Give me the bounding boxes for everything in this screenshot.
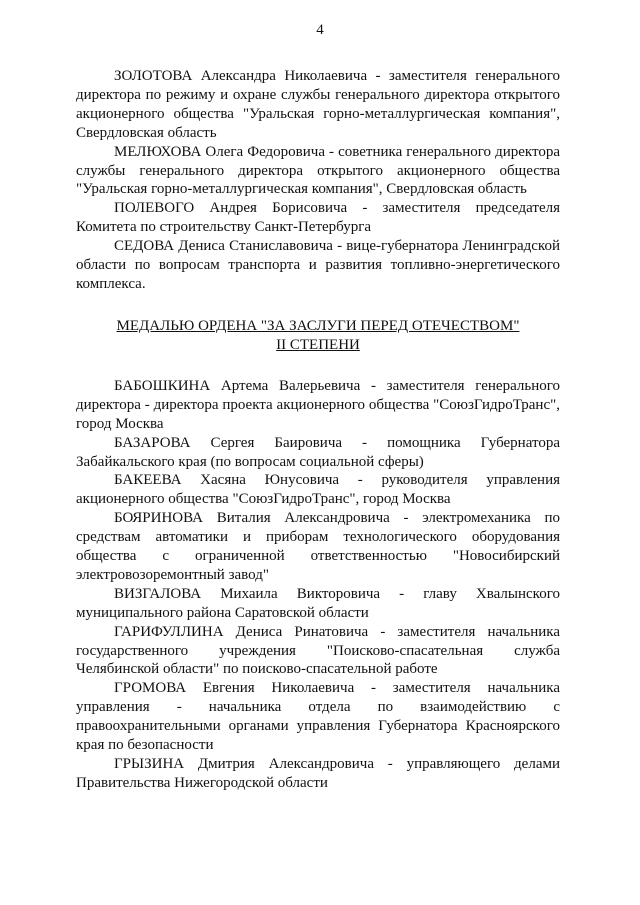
section-heading-line1: МЕДАЛЬЮ ОРДЕНА "ЗА ЗАСЛУГИ ПЕРЕД ОТЕЧЕСТВОМ" xyxy=(116,317,520,334)
award-entry: БОЯРИНОВА Виталия Александровича - электромеханика по средствам автоматики и приборам технологического оборудования общества с ограниченной ответственностью "Новосибирский электровозоремонтный завод" xyxy=(76,510,560,583)
award-entry: БАКЕЕВА Хасяна Юнусовича - руководителя управления акционерного общества "СоюзГидроТранс", город Москва xyxy=(76,472,560,508)
award-entry: ГРОМОВА Евгения Николаевича - заместителя начальника управления - начальника отдела по взаимодействию с правоохранительными органами управления Губернатора Красноярского края по безопасности xyxy=(76,680,560,754)
award-entry: ЗОЛОТОВА Александра Николаевича - заместителя генерального директора по режиму и охране службы генерального директора открытого акционерного общества "Уральская горно-металлургическая компания", Свердловская область xyxy=(76,68,560,141)
award-entry: ГРЫЗИНА Дмитрия Александровича - управляющего делами Правительства Нижегородской области xyxy=(76,756,560,791)
award-entry: ПОЛЕВОГО Андрея Борисовича - заместителя председателя Комитета по строительству Санкт-Петербурга xyxy=(76,200,560,236)
document-body xyxy=(76,67,560,793)
award-list-previous xyxy=(76,67,560,294)
award-entry: БАЗАРОВА Сергея Баировича - помощника Губернатора Забайкальского края (по вопросам социальной сферы) xyxy=(76,434,560,470)
award-entry: ГАРИФУЛЛИНА Дениса Ринатовича - заместителя начальника государственного учреждения "Поисково-спасательная служба Челябинской области" по поисково-спасательной работе xyxy=(76,623,560,678)
section-heading-line2: II СТЕПЕНИ xyxy=(276,336,360,353)
section-heading xyxy=(76,317,560,355)
award-entry: МЕЛЮХОВА Олега Федоровича - советника генерального директора службы генерального директора открытого акционерного общества "Уральская горно-металлургическая компания", Свердловская область xyxy=(76,143,560,198)
award-list-medal xyxy=(76,377,560,793)
award-entry: СЕДОВА Дениса Станиславовича - вице-губернатора Ленинградской области по вопросам транспорта и развития топливно-энергетического комплекса. xyxy=(76,238,560,292)
award-entry: БАБОШКИНА Артема Валерьевича - заместителя генерального директора - директора проекта акционерного общества "СоюзГидроТранс", город Москва xyxy=(76,377,560,432)
page-number: 4 xyxy=(316,22,324,38)
award-entry: ВИЗГАЛОВА Михаила Викторовича - главу Хвалынского муниципального района Саратовской области xyxy=(76,585,560,621)
